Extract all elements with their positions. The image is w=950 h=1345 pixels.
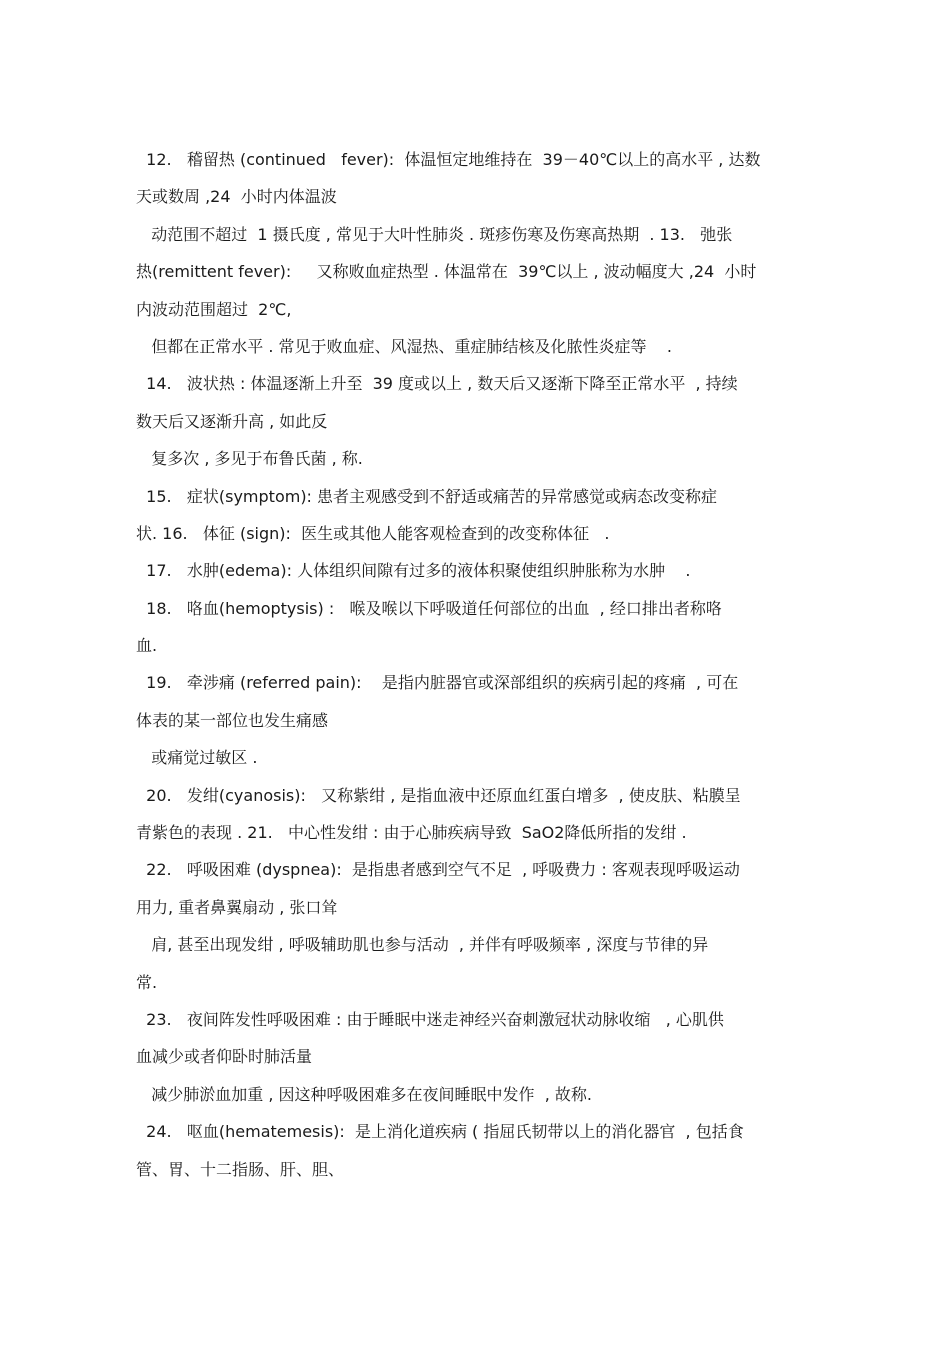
text-line: 17. 水肿(edema): 人体组织间隙有过多的液体积聚使组织肿胀称为水肿 .	[136, 561, 691, 581]
text-line: 12. 稽留热 (continued fever): 体温恒定地维持在 39－40℃以上的高水平 , 达数	[136, 150, 761, 169]
text-line: 但都在正常水平 . 常见于败血症、风湿热、重症肺结核及化脓性炎症等 .	[136, 336, 672, 356]
text-line: 14. 波状热 : 体温逐渐上升至 39 度或以上 , 数天后又逐渐下降至正常水平 , 持续	[136, 374, 738, 394]
text-line: 内波动范围超过 2℃,	[136, 299, 292, 319]
text-line: 体表的某一部位也发生痛感	[136, 710, 329, 730]
text-line: 复多次 , 多见于布鲁氏菌 , 称.	[136, 449, 363, 469]
text-line: 动范围不超过 1 摄氏度 , 常见于大叶性肺炎 . 斑疹伤寒及伤寒高热期 . 13. 弛张	[136, 224, 733, 244]
text-line: 或痛觉过敏区 .	[136, 748, 258, 768]
text-line: 青紫色的表现 . 21. 中心性发绀 : 由于心肺疾病导致 SaO2降低所指的发绀 .	[136, 823, 687, 843]
text-line: 管、胃、十二指肠、肝、胆、	[136, 1159, 345, 1179]
text-line: 15. 症状(symptom): 患者主观感受到不舒适或痛苦的异常感觉或病态改变称症	[136, 486, 718, 506]
text-line: 用力, 重者鼻翼扇动 , 张口耸	[136, 897, 338, 917]
text-line: 20. 发绀(cyanosis): 又称紫绀 , 是指血液中还原血红蛋白增多 , 使皮肤、粘膜呈	[136, 785, 741, 805]
text-line: 22. 呼吸困难 (dyspnea): 是指患者感到空气不足 , 呼吸费力 : 客观表现呼吸运动	[136, 860, 740, 880]
text-line: 减少肺淤血加重 , 因这种呼吸困难多在夜间睡眠中发作 , 故称.	[136, 1084, 592, 1104]
text-line: 19. 牵涉痛 (referred pain): 是指内脏器官或深部组织的疾病引起的疼痛 , 可在	[136, 673, 739, 693]
text-line: 数天后又逐渐升高 , 如此反	[136, 411, 328, 431]
document-body	[136, 141, 826, 1188]
text-line: 血减少或者仰卧时肺活量	[136, 1047, 313, 1067]
text-line: 24. 呕血(hematemesis): 是上消化道疾病 ( 指屈氏韧带以上的消化器官 , 包括食	[136, 1122, 744, 1142]
text-line: 天或数周 ,24 小时内体温波	[136, 187, 337, 207]
text-line: 热(remittent fever): 又称败血症热型 . 体温常在 39℃以上 , 波动幅度大 ,24 小时	[136, 262, 757, 282]
text-line: 18. 咯血(hemoptysis) : 喉及喉以下呼吸道任何部位的出血 , 经口排出者称咯	[136, 598, 722, 618]
text-line: 23. 夜间阵发性呼吸困难 : 由于睡眠中迷走神经兴奋刺激冠状动脉收缩 , 心肌供	[136, 1009, 724, 1029]
text-line: 常.	[136, 972, 158, 992]
text-line: 肩, 甚至出现发绀 , 呼吸辅助肌也参与活动 , 并伴有呼吸频率 , 深度与节律的异	[136, 935, 709, 955]
text-line: 状. 16. 体征 (sign): 医生或其他人能客观检查到的改变称体征 .	[136, 523, 610, 543]
text-line: 血.	[136, 636, 158, 656]
